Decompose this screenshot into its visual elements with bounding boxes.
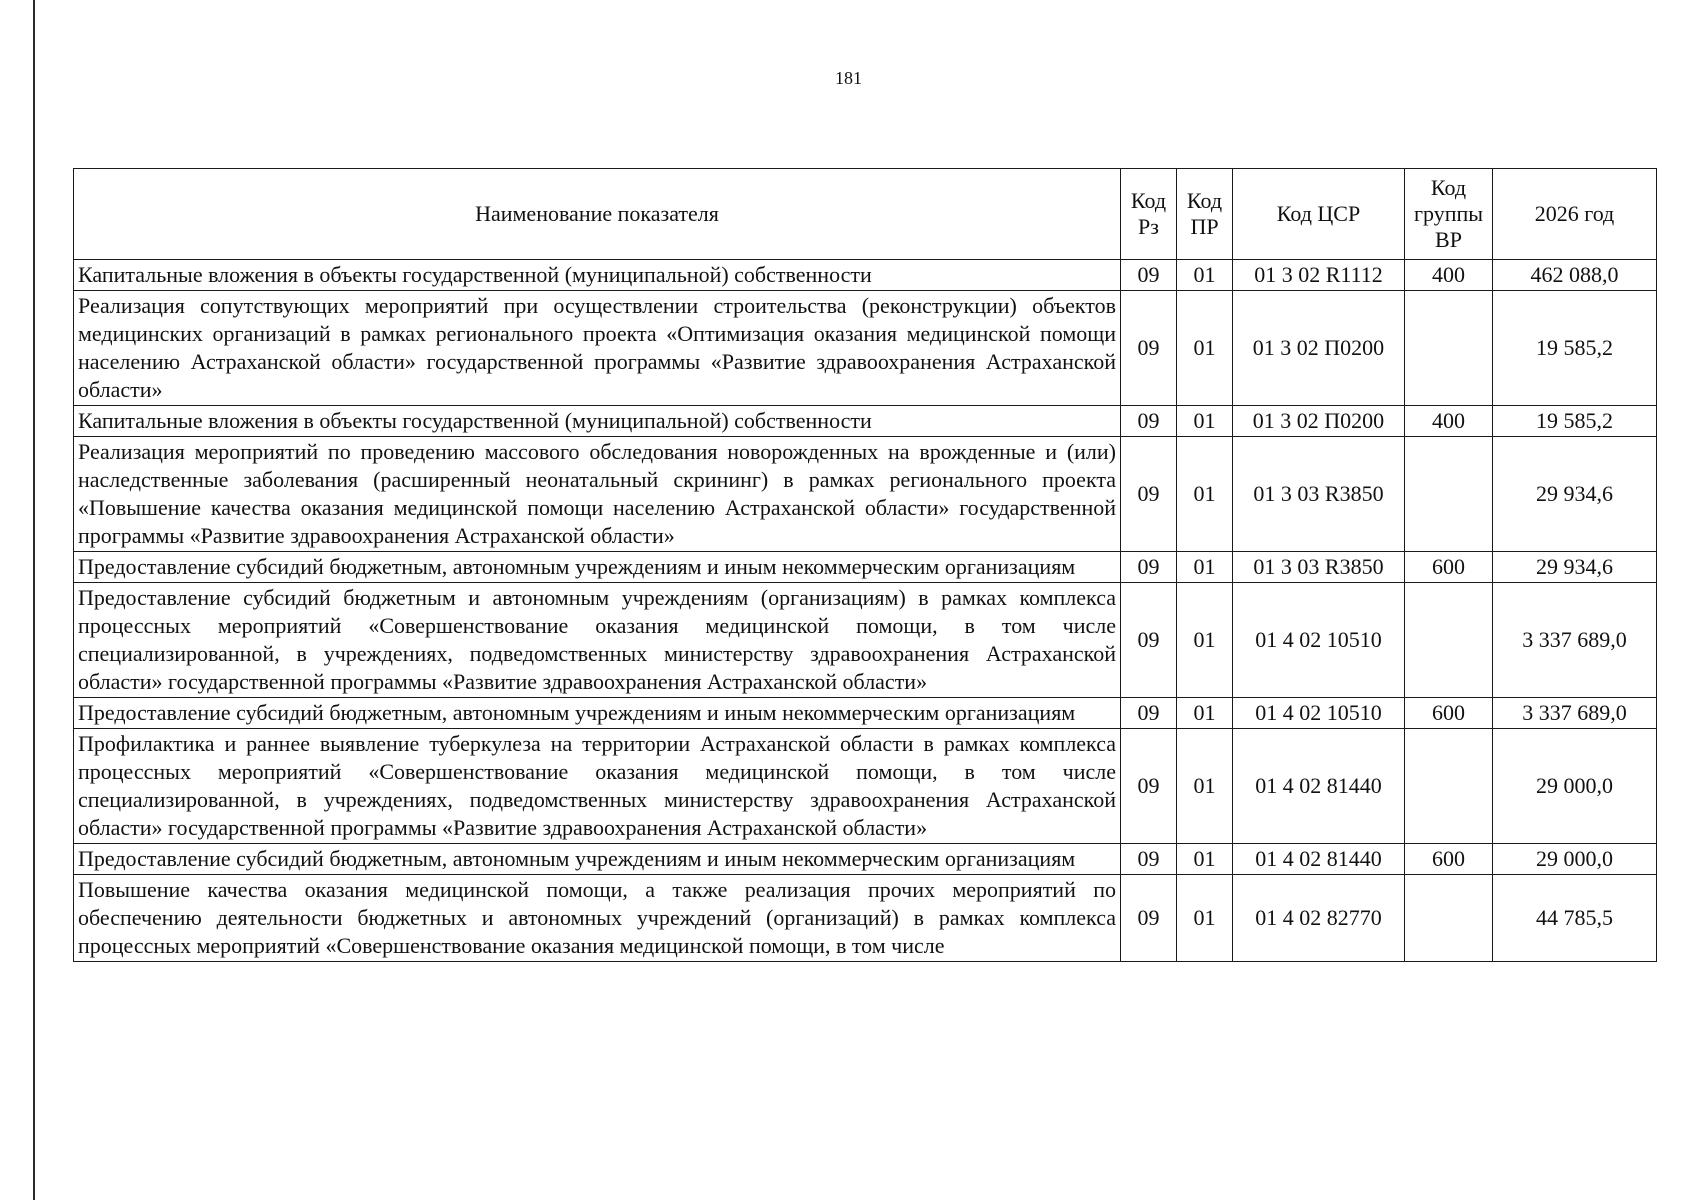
row-sum: 19 585,2: [1493, 291, 1657, 406]
table-row: [74, 552, 1657, 583]
row-name: Капитальные вложения в объекты государственной (муниципальной) собственности: [74, 260, 1121, 291]
table-row: [74, 260, 1657, 291]
row-vr: 600: [1405, 552, 1493, 583]
row-rz: 09: [1121, 698, 1177, 729]
table-header-row: [74, 169, 1657, 260]
table-row: [74, 406, 1657, 437]
row-pr: 01: [1177, 291, 1233, 406]
row-pr: 01: [1177, 406, 1233, 437]
row-rz: 09: [1121, 875, 1177, 962]
row-rz: 09: [1121, 406, 1177, 437]
row-csr: 01 3 02 П0200: [1233, 406, 1405, 437]
row-rz: 09: [1121, 729, 1177, 844]
row-csr: 01 4 02 81440: [1233, 729, 1405, 844]
row-pr: 01: [1177, 583, 1233, 698]
row-rz: 09: [1121, 583, 1177, 698]
row-rz: 09: [1121, 260, 1177, 291]
row-name: Реализация мероприятий по проведению массового обследования новорожденных на врожденные и (или) наследственные заболевания (расширенный неонатальный скрининг) в рамках регионального проекта «Повышение качества оказания медицинской помощи населению Астраханской области» государственной программы «Развитие здравоохранения Астраханской области»: [74, 437, 1121, 552]
table-row: [74, 437, 1657, 552]
row-vr: [1405, 291, 1493, 406]
header-pr: Код ПР: [1177, 169, 1233, 260]
table-row: [74, 291, 1657, 406]
row-name: Профилактика и раннее выявление туберкулеза на территории Астраханской области в рамках комплекса процессных мероприятий «Совершенствование оказания медицинской помощи, в том числе специализированной, в учреждениях, подведомственных министерству здравоохранения Астраханской области» государственной программы «Развитие здравоохранения Астраханской области»: [74, 729, 1121, 844]
row-csr: 01 4 02 10510: [1233, 698, 1405, 729]
row-csr: 01 3 02 R1112: [1233, 260, 1405, 291]
budget-table: [73, 168, 1657, 962]
table-row: [74, 698, 1657, 729]
row-vr: [1405, 875, 1493, 962]
row-sum: 3 337 689,0: [1493, 583, 1657, 698]
row-name: Повышение качества оказания медицинской помощи, а также реализация прочих мероприятий по обеспечению деятельности бюджетных и автономных учреждений (организаций) в рамках комплекса процессных мероприятий «Совершенствование оказания медицинской помощи, в том числе: [74, 875, 1121, 962]
row-name: Предоставление субсидий бюджетным, автономным учреждениям и иным некоммерческим организациям: [74, 552, 1121, 583]
row-rz: 09: [1121, 552, 1177, 583]
table-row: [74, 729, 1657, 844]
row-pr: 01: [1177, 698, 1233, 729]
header-vr: Код группы ВР: [1405, 169, 1493, 260]
row-vr: [1405, 437, 1493, 552]
table-row: [74, 844, 1657, 875]
row-vr: 400: [1405, 260, 1493, 291]
row-rz: 09: [1121, 437, 1177, 552]
row-name: Предоставление субсидий бюджетным, автономным учреждениям и иным некоммерческим организациям: [74, 698, 1121, 729]
row-csr: 01 3 02 П0200: [1233, 291, 1405, 406]
row-sum: 462 088,0: [1493, 260, 1657, 291]
row-sum: 29 934,6: [1493, 552, 1657, 583]
margin-rule: [33, 0, 35, 1200]
row-pr: 01: [1177, 875, 1233, 962]
row-name: Предоставление субсидий бюджетным и автономным учреждениям (организациям) в рамках комплекса процессных мероприятий «Совершенствование оказания медицинской помощи, в том числе специализированной, в учреждениях, подведомственных министерству здравоохранения Астраханской области» государственной программы «Развитие здравоохранения Астраханской области»: [74, 583, 1121, 698]
row-sum: 29 000,0: [1493, 844, 1657, 875]
row-vr: [1405, 583, 1493, 698]
row-sum: 44 785,5: [1493, 875, 1657, 962]
row-csr: 01 3 03 R3850: [1233, 437, 1405, 552]
row-rz: 09: [1121, 844, 1177, 875]
row-pr: 01: [1177, 729, 1233, 844]
row-name: Реализация сопутствующих мероприятий при осуществлении строительства (реконструкции) объектов медицинских организаций в рамках регионального проекта «Оптимизация оказания медицинской помощи населению Астраханской области» государственной программы «Развитие здравоохранения Астраханской области»: [74, 291, 1121, 406]
header-name: Наименование показателя: [74, 169, 1121, 260]
row-sum: 29 000,0: [1493, 729, 1657, 844]
row-name: Предоставление субсидий бюджетным, автономным учреждениям и иным некоммерческим организациям: [74, 844, 1121, 875]
row-pr: 01: [1177, 260, 1233, 291]
header-year: 2026 год: [1493, 169, 1657, 260]
row-csr: 01 4 02 81440: [1233, 844, 1405, 875]
table-row: [74, 875, 1657, 962]
header-csr: Код ЦСР: [1233, 169, 1405, 260]
table-row: [74, 583, 1657, 698]
row-csr: 01 4 02 10510: [1233, 583, 1405, 698]
row-csr: 01 4 02 82770: [1233, 875, 1405, 962]
row-sum: 3 337 689,0: [1493, 698, 1657, 729]
row-vr: 600: [1405, 844, 1493, 875]
row-sum: 29 934,6: [1493, 437, 1657, 552]
row-vr: 400: [1405, 406, 1493, 437]
row-vr: [1405, 729, 1493, 844]
row-pr: 01: [1177, 552, 1233, 583]
row-pr: 01: [1177, 437, 1233, 552]
row-rz: 09: [1121, 291, 1177, 406]
page-number: 181: [835, 68, 862, 88]
row-csr: 01 3 03 R3850: [1233, 552, 1405, 583]
row-pr: 01: [1177, 844, 1233, 875]
row-name: Капитальные вложения в объекты государственной (муниципальной) собственности: [74, 406, 1121, 437]
row-vr: 600: [1405, 698, 1493, 729]
header-rz: Код Рз: [1121, 169, 1177, 260]
row-sum: 19 585,2: [1493, 406, 1657, 437]
